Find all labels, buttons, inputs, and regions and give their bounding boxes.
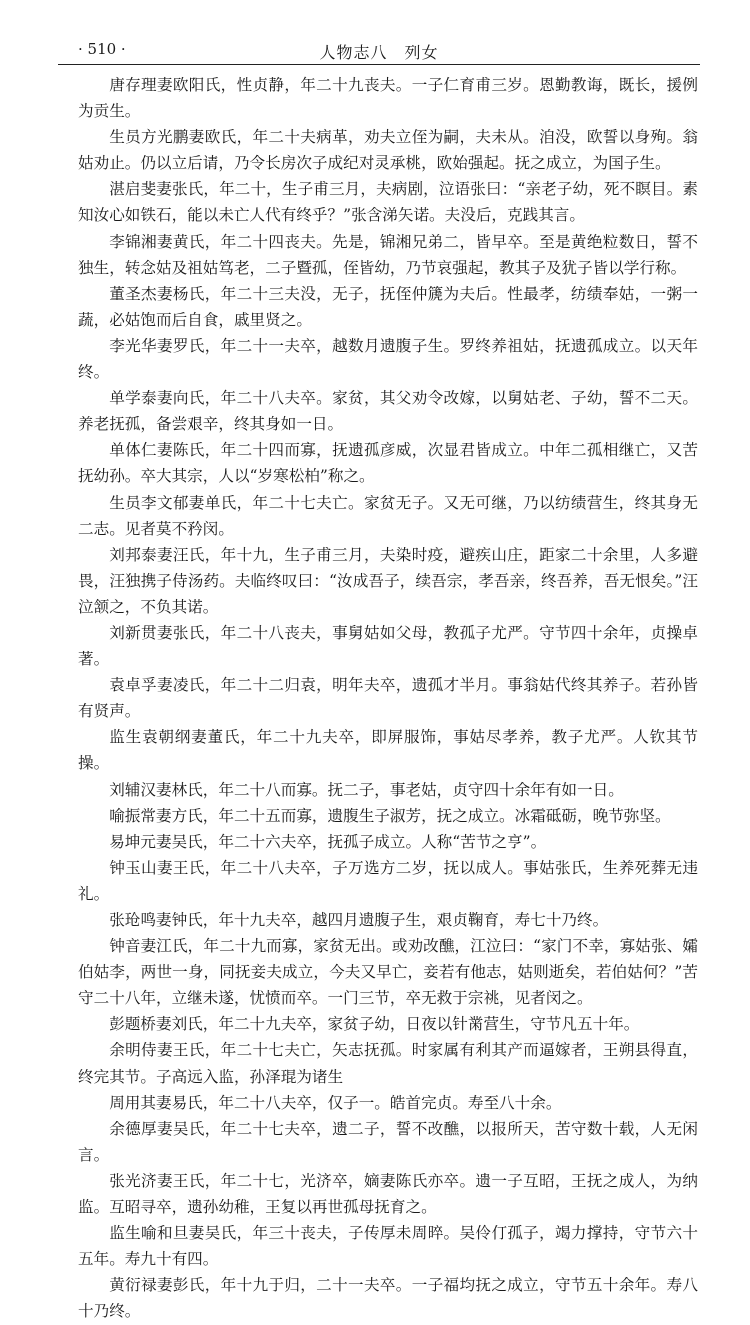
paragraph: 钟玉山妻王氏，年二十八夫卒，子万选方二岁，抚以成人。事姑张氏，生养死葬无违礼。 [78, 858, 698, 903]
body-text [78, 72, 698, 1325]
paragraph: 余德厚妻吴氏，年二十七夫卒，遗二子，誓不改醮，以报所天，苦守数十载，人无闲言。 [78, 1119, 698, 1164]
paragraph: 李光华妻罗氏，年二十一夫卒，越数月遗腹子生。罗终养祖姑，抚遗孤成立。以天年终。 [78, 336, 698, 382]
paragraph: 单体仁妻陈氏，年二十四而寡，抚遗孤彦威，次显君皆成立。中年二孤相继亡，又苦抚幼孙。卒大其宗，人以“岁寒松柏”称之。 [78, 441, 698, 486]
paragraph: 监生袁朝纲妻董氏，年二十九夫卒，即屏服饰，事姑尽孝养，教子尤严。人钦其节操。 [78, 728, 698, 773]
paragraph: 张玱鸣妻钟氏，年十九夫卒，越四月遗腹子生，艰贞鞠育，寿七十乃终。 [109, 911, 609, 929]
paragraph: 刘辅汉妻林氏，年二十八而寡。抚二子，事老姑，贞守四十余年有如一日。 [109, 780, 624, 799]
running-title: 人物志八 列女 [319, 43, 439, 62]
paragraph: 张光济妻王氏，年二十七，光济卒，嫡妻陈氏亦卒。遗一子互昭，王抚之成人，为纳监。互昭寻卒，遗孙幼稚，王复以再世孤母抚育之。 [78, 1171, 698, 1217]
paragraph: 刘邦泰妻汪氏，年十九，生子甫三月，夫染时疫，避疾山庄，距家二十余里，人多避畏，汪独携子侍汤药。夫临终叹曰：“汝成吾子，续吾宗，孝吾亲，终吾养，吾无恨矣。”汪泣颔之，不负其诺。 [78, 545, 698, 616]
paragraph: 周用其妻易氏，年二十八夫卒，仅子一。皓首完贞。寿至八十余。 [109, 1093, 562, 1112]
paragraph: 彭题桥妻刘氏，年二十九夫卒，家贫子幼，日夜以针黹营生，守节凡五十年。 [109, 1015, 640, 1034]
paragraph: 李锦湘妻黄氏，年二十四丧夫。先是，锦湘兄弟二，皆早卒。至是黄绝粒数日，誓不独生，转念姑及祖姑笃老，二子暨孤，侄皆幼，乃节哀强起，教其子及犹子皆以学行称。 [78, 232, 698, 277]
paragraph: 唐存理妻欧阳氏，性贞静，年二十九丧夫。一子仁育甫三岁。恩勤教诲，既长，援例为贡生。 [78, 76, 698, 121]
paragraph: 喻振常妻方氏，年二十五而寡，遗腹生子淑芳，抚之成立。冰霜砥砺，晚节弥坚。 [109, 806, 671, 825]
paragraph: 钟音妻江氏，年二十九而寡，家贫无出。或劝改醮，江泣曰：“家门不幸，寡姑张、孀伯姑李，两世一身，同抚妾夫成立，今夫又早亡，妾若有他志，姑则逝矣，若伯姑何？”苦守二十八年，立继未遂，忧愤而卒。一门三节，卒无救于宗祧，见者闵之。 [78, 937, 698, 1008]
paragraph: 袁卓孚妻凌氏，年二十二归袁，明年夫卒，遗孤才半月。事翁姑代终其养子。若孙皆有贤声。 [78, 676, 698, 721]
paragraph: 董圣杰妻杨氏，年二十三夫没，无子，抚侄仲篪为夫后。性最孝，纺绩奉姑，一粥一蔬，必姑饱而后自食，戚里贤之。 [78, 284, 698, 329]
paragraph: 单学泰妻向氏，年二十八夫卒。家贫，其父劝令改嫁，以舅姑老、子幼，誓不二天。养老抚孤，备尝艰辛，终其身如一日。 [78, 389, 698, 434]
paragraph: 刘新贯妻张氏，年二十八丧夫，事舅姑如父母，教孤子尤严。守节四十余年，贞操卓著。 [78, 623, 698, 669]
paragraph: 生员李文郁妻单氏，年二十七夫亡。家贫无子。又无可继，乃以纺绩营生，终其身无二志。见者莫不矜闵。 [78, 493, 698, 538]
paragraph: 监生喻和旦妻吴氏，年三十丧夫，子传厚未周晬。吴伶仃孤子，竭力撑持，守节六十五年。寿九十有四。 [78, 1224, 698, 1269]
paragraph: 余明侍妻王氏，年二十七夫亡，矢志抚孤。时家属有利其产而逼嫁者，王朔县得直，终完其节。子高远入监，孙泽琨为诸生 [78, 1041, 698, 1086]
paragraph: 黄衍禄妻彭氏，年十九于归，二十一夫卒。一子福均抚之成立，守节五十余年。寿八十乃终。 [78, 1276, 698, 1321]
page-number: · 510 · [78, 40, 126, 58]
paragraph: 易坤元妻吴氏，年二十六夫卒，抚孤子成立。人称“苦节之亨”。 [109, 832, 547, 851]
paragraph: 生员方光鹏妻欧氏，年二十夫病革，劝夫立侄为嗣，夫未从。洎没，欧誓以身殉。翁姑劝止。仍以立后请，乃令长房次子成纪对灵承桃，欧始强起。抚之成立，为国子生。 [78, 128, 698, 173]
paragraph: 湛启斐妻张氏，年二十，生子甫三月，夫病剧，泣语张曰：“亲老子幼，死不瞑目。素知汝心如铁石，能以未亡人代有终乎？”张含涕矢诺。夫没后，克践其言。 [78, 180, 698, 225]
page-header [58, 36, 700, 65]
